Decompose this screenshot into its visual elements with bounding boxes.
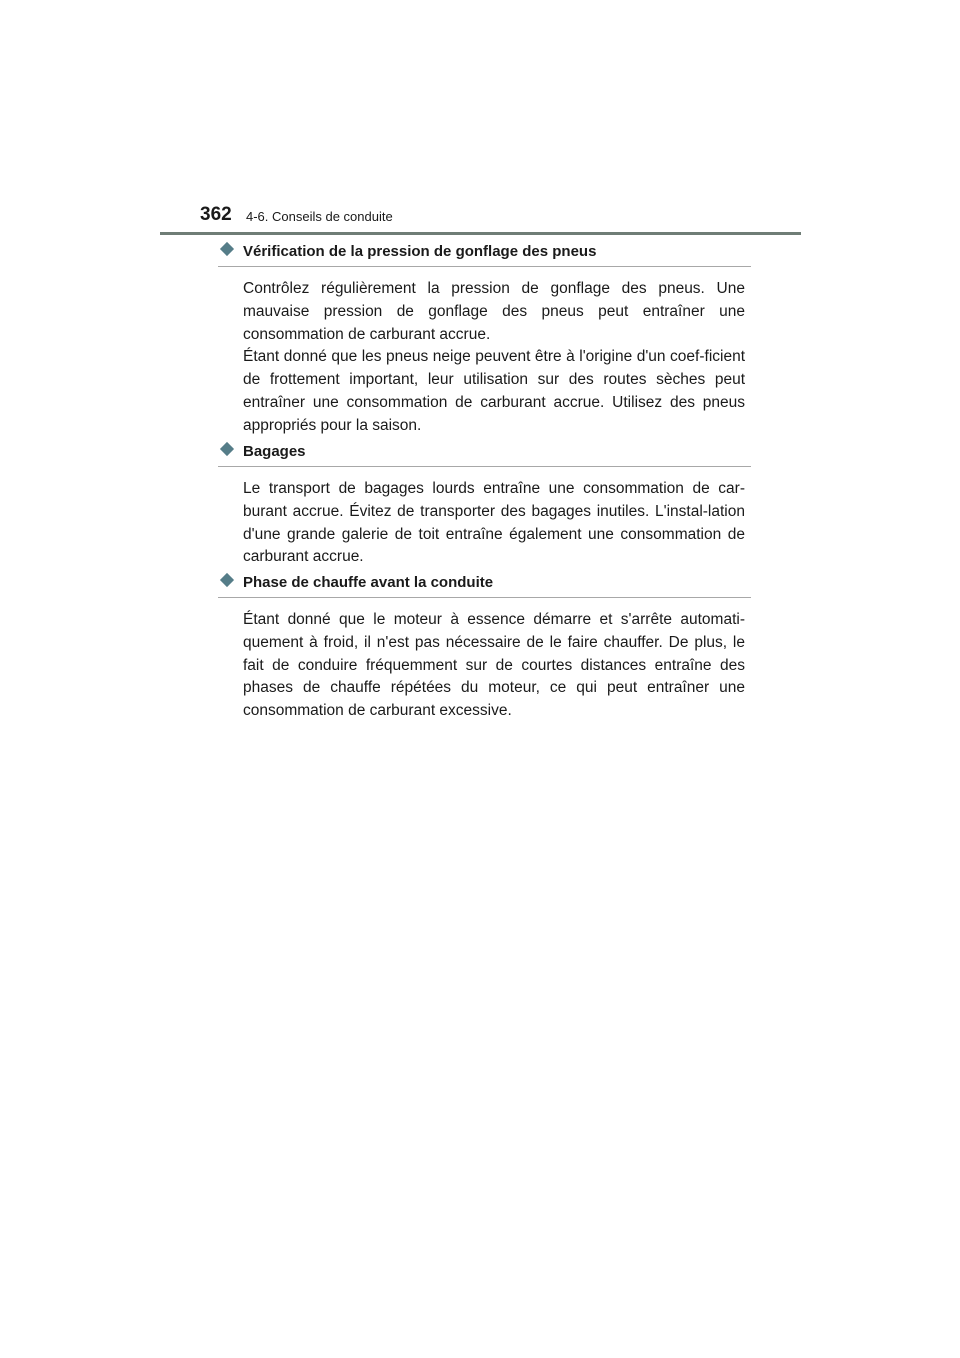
paragraph: Étant donné que le moteur à essence démarre et s'arrête automati-quement à froid, il n'est pas nécessaire de le faire chauffer. De plus, le fait de conduire fréquemment sur de courtes distances entraîne des phases de chauffe répétées du moteur, ce qui peut entraîner une consommation de carburant excessive.	[243, 611, 745, 720]
paragraph: Contrôlez régulièrement la pression de gonflage des pneus. Une mauvaise pression de gonflage des pneus peut entraîner une consommation de carburant accrue.	[243, 280, 745, 343]
header-rule	[160, 232, 801, 235]
section-heading-text: Phase de chauffe avant la conduite	[243, 574, 494, 591]
section-luggage	[218, 440, 751, 569]
paragraph: Le transport de bagages lourds entraîne une consommation de car-burant accrue. Évitez de transporter des bagages inutiles. L'instal-lation d'une grande galerie de toit entraîne également une consommation de carburant accrue.	[243, 480, 745, 566]
chapter-title: 4-6. Conseils de conduite	[246, 209, 393, 224]
section-heading	[218, 440, 751, 467]
section-heading-text: Bagages	[243, 443, 306, 460]
section-heading-text: Vérification de la pression de gonflage des pneus	[243, 243, 597, 260]
paragraph: Étant donné que les pneus neige peuvent être à l'origine d'un coef-ficient de frottement important, leur utilisation sur des routes sèches peut entraîner une consommation de carburant accrue. Utilisez des pneus appropriés pour la saison.	[243, 348, 745, 434]
section-heading	[218, 571, 751, 598]
section-tire-pressure	[218, 240, 751, 438]
section-warm-up	[218, 571, 751, 723]
page-number: 362	[200, 204, 232, 225]
diamond-bullet-icon	[220, 242, 234, 256]
diamond-bullet-icon	[220, 573, 234, 587]
diamond-bullet-icon	[220, 442, 234, 456]
section-heading	[218, 240, 751, 267]
